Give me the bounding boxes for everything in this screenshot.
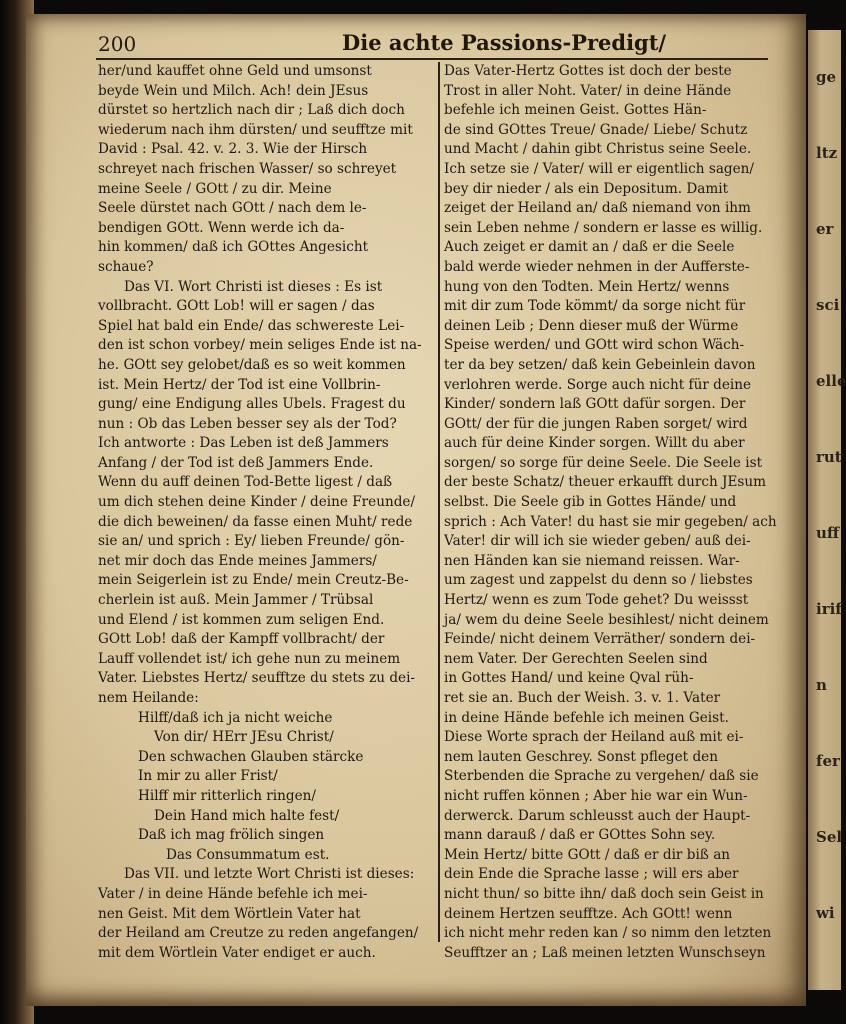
page-number: 200 xyxy=(98,32,137,56)
text-line: der beste Schatz/ theuer erkaufft durch JEsum xyxy=(444,474,767,491)
text-line: GOtt Lob! daß der Kampff vollbracht/ der xyxy=(98,631,385,648)
text-line: um dich stehen deine Kinder / deine Freunde/ xyxy=(98,494,416,511)
text-line: nem Vater. Der Gerechten Seelen sind xyxy=(444,650,708,667)
text-line: Lauff vollendet ist/ ich gehe nun zu meinem xyxy=(98,650,401,667)
text-line: Das Vater-Hertz Gottes ist doch der beste xyxy=(444,63,732,79)
right-column xyxy=(444,62,777,963)
text-line: ist. Mein Hertz/ der Tod ist eine Vollbrin- xyxy=(98,376,381,393)
text-line: In mir zu aller Frist/ xyxy=(138,768,278,785)
facing-page-fragment: ltz xyxy=(816,144,838,162)
facing-page-fragment: rut xyxy=(816,448,842,466)
text-line: nicht thun/ so bitte ihn/ daß doch sein Geist in xyxy=(444,885,764,902)
text-line: mit dem Wörtlein Vater endiget er auch. xyxy=(98,944,376,961)
text-line: deinen Leib ; Denn dieser muß der Würme xyxy=(444,317,739,334)
text-line: deinem Hertzen seufftze. Ach GOtt! wenn xyxy=(444,905,733,922)
text-line: den ist schon vorbey/ mein seliges Ende ist na- xyxy=(98,337,422,354)
text-line: verlohren werde. Sorge auch nicht für deine xyxy=(444,376,752,393)
text-line: Den schwachen Glauben stärcke xyxy=(138,748,364,765)
text-line: Sterbenden die Sprache zu vergehen/ daß sie xyxy=(444,768,759,785)
text-line: he. GOtt sey gelobet/daß es so weit kommen xyxy=(98,356,406,373)
text-line: nen Geist. Mit dem Wörtlein Vater hat xyxy=(98,905,361,922)
text-line: Speise werden/ und GOtt wird schon Wäch- xyxy=(444,337,745,354)
text-line: mann darauß / daß er GOttes Sohn sey. xyxy=(444,827,716,844)
text-line: Vater. Liebstes Hertz/ seufftze du stets zu dei- xyxy=(98,670,416,687)
catchword: seyn xyxy=(734,945,766,961)
text-line: dürstet so hertzlich nach dir ; Laß dich doch xyxy=(98,102,405,119)
text-line: um zagest und zappelst du denn so / liebstes xyxy=(444,572,753,589)
text-line: Von dir/ HErr JEsu Christ/ xyxy=(154,729,334,746)
text-line: befehle ich meinen Geist. Gottes Hän- xyxy=(444,102,707,119)
text-line: Seufftzer an ; Laß meinen letzten Wunsch xyxy=(444,944,733,961)
text-line: ret sie an. Buch der Weish. 3. v. 1. Vater xyxy=(444,690,721,706)
text-line: Vater / in deine Hände befehle ich mei- xyxy=(98,885,368,902)
text-line: in Gottes Hand/ und keine Qval rüh- xyxy=(444,670,694,687)
text-line: sie an/ und sprich : Ey/ lieben Freunde/ gön- xyxy=(98,533,405,550)
text-line: bald werde wieder nehmen in der Aufferste- xyxy=(444,258,750,275)
text-line: Feinde/ nicht deinem Verräther/ sondern dei- xyxy=(444,631,756,648)
text-line: net mir doch das Ende meines Jammers/ xyxy=(98,552,377,569)
text-line: derwerck. Darum schleusst auch der Haupt- xyxy=(444,807,751,824)
text-line: Kinder/ sondern laß GOtt dafür sorgen. Der xyxy=(444,396,746,413)
column-divider xyxy=(438,62,440,942)
text-line: die dich beweinen/ da fasse einen Muht/ rede xyxy=(98,513,413,530)
header-rule xyxy=(96,58,768,60)
facing-page-fragment: fer xyxy=(816,752,840,770)
facing-page-fragment: sci xyxy=(816,296,840,314)
text-line: Trost in aller Noht. Vater/ in deine Hände xyxy=(444,82,732,99)
text-line: wiederum nach ihm dürsten/ und seufftze mit xyxy=(98,121,413,138)
text-line: bey dir nieder / als ein Depositum. Damit xyxy=(444,180,729,197)
text-line: Das VI. Wort Christi ist dieses : Es ist xyxy=(124,278,383,295)
running-head: Die achte Passions-Predigt/ xyxy=(342,30,667,55)
text-line: nem Heilande: xyxy=(98,690,199,706)
text-line: cherlein ist auß. Mein Jammer / Trübsal xyxy=(98,592,374,609)
text-line: hung von den Todten. Mein Hertz/ wenns xyxy=(444,278,730,295)
text-line: auch für deine Kinder sorgen. Willt du aber xyxy=(444,435,745,452)
text-line: in deine Hände befehle ich meinen Geist. xyxy=(444,709,729,726)
text-line: sein Leben nehme / sondern er lasse es willig. xyxy=(444,219,763,236)
text-line: und Elend / ist kommen zum seligen End. xyxy=(98,611,385,628)
text-line: Ich antworte : Das Leben ist deß Jammers xyxy=(98,435,389,452)
text-line: gung/ eine Endigung alles Ubels. Fragest du xyxy=(98,396,406,413)
text-line: vollbracht. GOtt Lob! will er sagen / das xyxy=(98,298,375,315)
text-line: Auch zeiget er damit an / daß er die Seele xyxy=(444,239,735,256)
facing-page-edge xyxy=(808,30,846,990)
facing-page-fragment: er xyxy=(816,220,834,238)
facing-page-fragment: irif xyxy=(816,600,842,618)
text-line: nun : Ob das Leben besser sey als der Tod? xyxy=(98,415,397,432)
facing-page-fragment: Sel xyxy=(816,828,843,846)
text-line: Anfang / der Tod ist deß Jammers Ende. xyxy=(98,454,374,471)
text-line: ter da bey setzen/ daß kein Gebeinlein davon xyxy=(444,356,756,373)
text-line: Hilff mir ritterlich ringen/ xyxy=(138,787,316,804)
text-line: Wenn du auff deinen Tod-Bette ligest / daß xyxy=(98,474,393,491)
text-line: Mein Hertz/ bitte GOtt / daß er dir biß an xyxy=(444,846,731,863)
text-line: bendigen GOtt. Wenn werde ich da- xyxy=(98,219,345,236)
text-line: Diese Worte sprach der Heiland auß mit ei- xyxy=(444,729,744,746)
text-line: Das Consummatum est. xyxy=(166,846,330,863)
text-line: Hertz/ wenn es zum Tode gehet? Du weissst xyxy=(444,592,749,609)
facing-page-fragment: ge xyxy=(816,68,837,86)
text-line: dein Ende die Sprache lasse ; will ers aber xyxy=(444,866,739,883)
text-line: Dein Hand mich halte fest/ xyxy=(154,807,340,824)
facing-page-fragment: elle xyxy=(816,372,846,390)
text-line: schaue? xyxy=(98,258,154,275)
text-line: hin kommen/ daß ich GOttes Angesicht xyxy=(98,239,369,256)
text-line: selbst. Die Seele gib in Gottes Hände/ und xyxy=(444,494,737,511)
text-line: mit dir zum Tode kömmt/ da sorge nicht für xyxy=(444,298,746,315)
text-line: meine Seele / GOtt / zu dir. Meine xyxy=(98,180,332,197)
text-line: ja/ wem du deine Seele besihlest/ nicht deinem xyxy=(444,611,769,628)
text-line: de sind GOttes Treue/ Gnade/ Liebe/ Schutz xyxy=(444,121,748,138)
text-line: Vater! dir will ich sie wieder geben/ auß dei- xyxy=(444,533,751,550)
text-line: David : Psal. 42. v. 2. 3. Wie der Hirsch xyxy=(98,141,368,158)
left-column xyxy=(98,62,431,963)
text-line: Hilff/daß ich ja nicht weiche xyxy=(138,709,333,726)
text-line: GOtt/ der für die jungen Raben sorget/ wird xyxy=(444,415,748,432)
text-line: und Macht / dahin gibt Christus seine Seele. xyxy=(444,141,752,158)
text-line: Ich setze sie / Vater/ will er eigentlich sagen/ xyxy=(444,160,755,177)
facing-page-fragment: n xyxy=(816,676,827,694)
text-line: nen Händen kan sie niemand reissen. War- xyxy=(444,552,740,569)
text-line: ich nicht mehr reden kan / so nimm den letzten xyxy=(444,925,772,942)
text-line: sprich : Ach Vater! du hast sie mir gegeben/ ach xyxy=(444,513,777,530)
text-line: Daß ich mag frölich singen xyxy=(138,827,325,844)
text-line: nem lauten Geschrey. Sonst pfleget den xyxy=(444,748,718,765)
text-line: sorgen/ so sorge für deine Seele. Die Seele ist xyxy=(444,454,763,471)
text-line: Seele dürstet nach GOtt / nach dem le- xyxy=(98,200,367,217)
text-line: Das VII. und letzte Wort Christi ist dieses: xyxy=(124,866,415,883)
text-line: nicht ruffen können ; Aber hie war ein Wun- xyxy=(444,787,748,804)
text-line: Spiel hat bald ein Ende/ das schwereste Lei- xyxy=(98,317,405,334)
text-line: schreyet nach frischen Wasser/ so schreyet xyxy=(98,160,397,177)
facing-page-fragment: uff xyxy=(816,524,840,542)
text-line: beyde Wein und Milch. Ach! dein JEsus xyxy=(98,82,369,99)
text-line: der Heiland am Creutze zu reden angefangen/ xyxy=(98,925,419,942)
text-line: zeiget der Heiland an/ daß niemand von ihm xyxy=(444,200,751,217)
text-line: her/und kauffet ohne Geld und umsonst xyxy=(98,63,372,79)
facing-page-fragment: wi xyxy=(816,904,835,922)
text-line: mein Seigerlein ist zu Ende/ mein Creutz-Be- xyxy=(98,572,409,589)
